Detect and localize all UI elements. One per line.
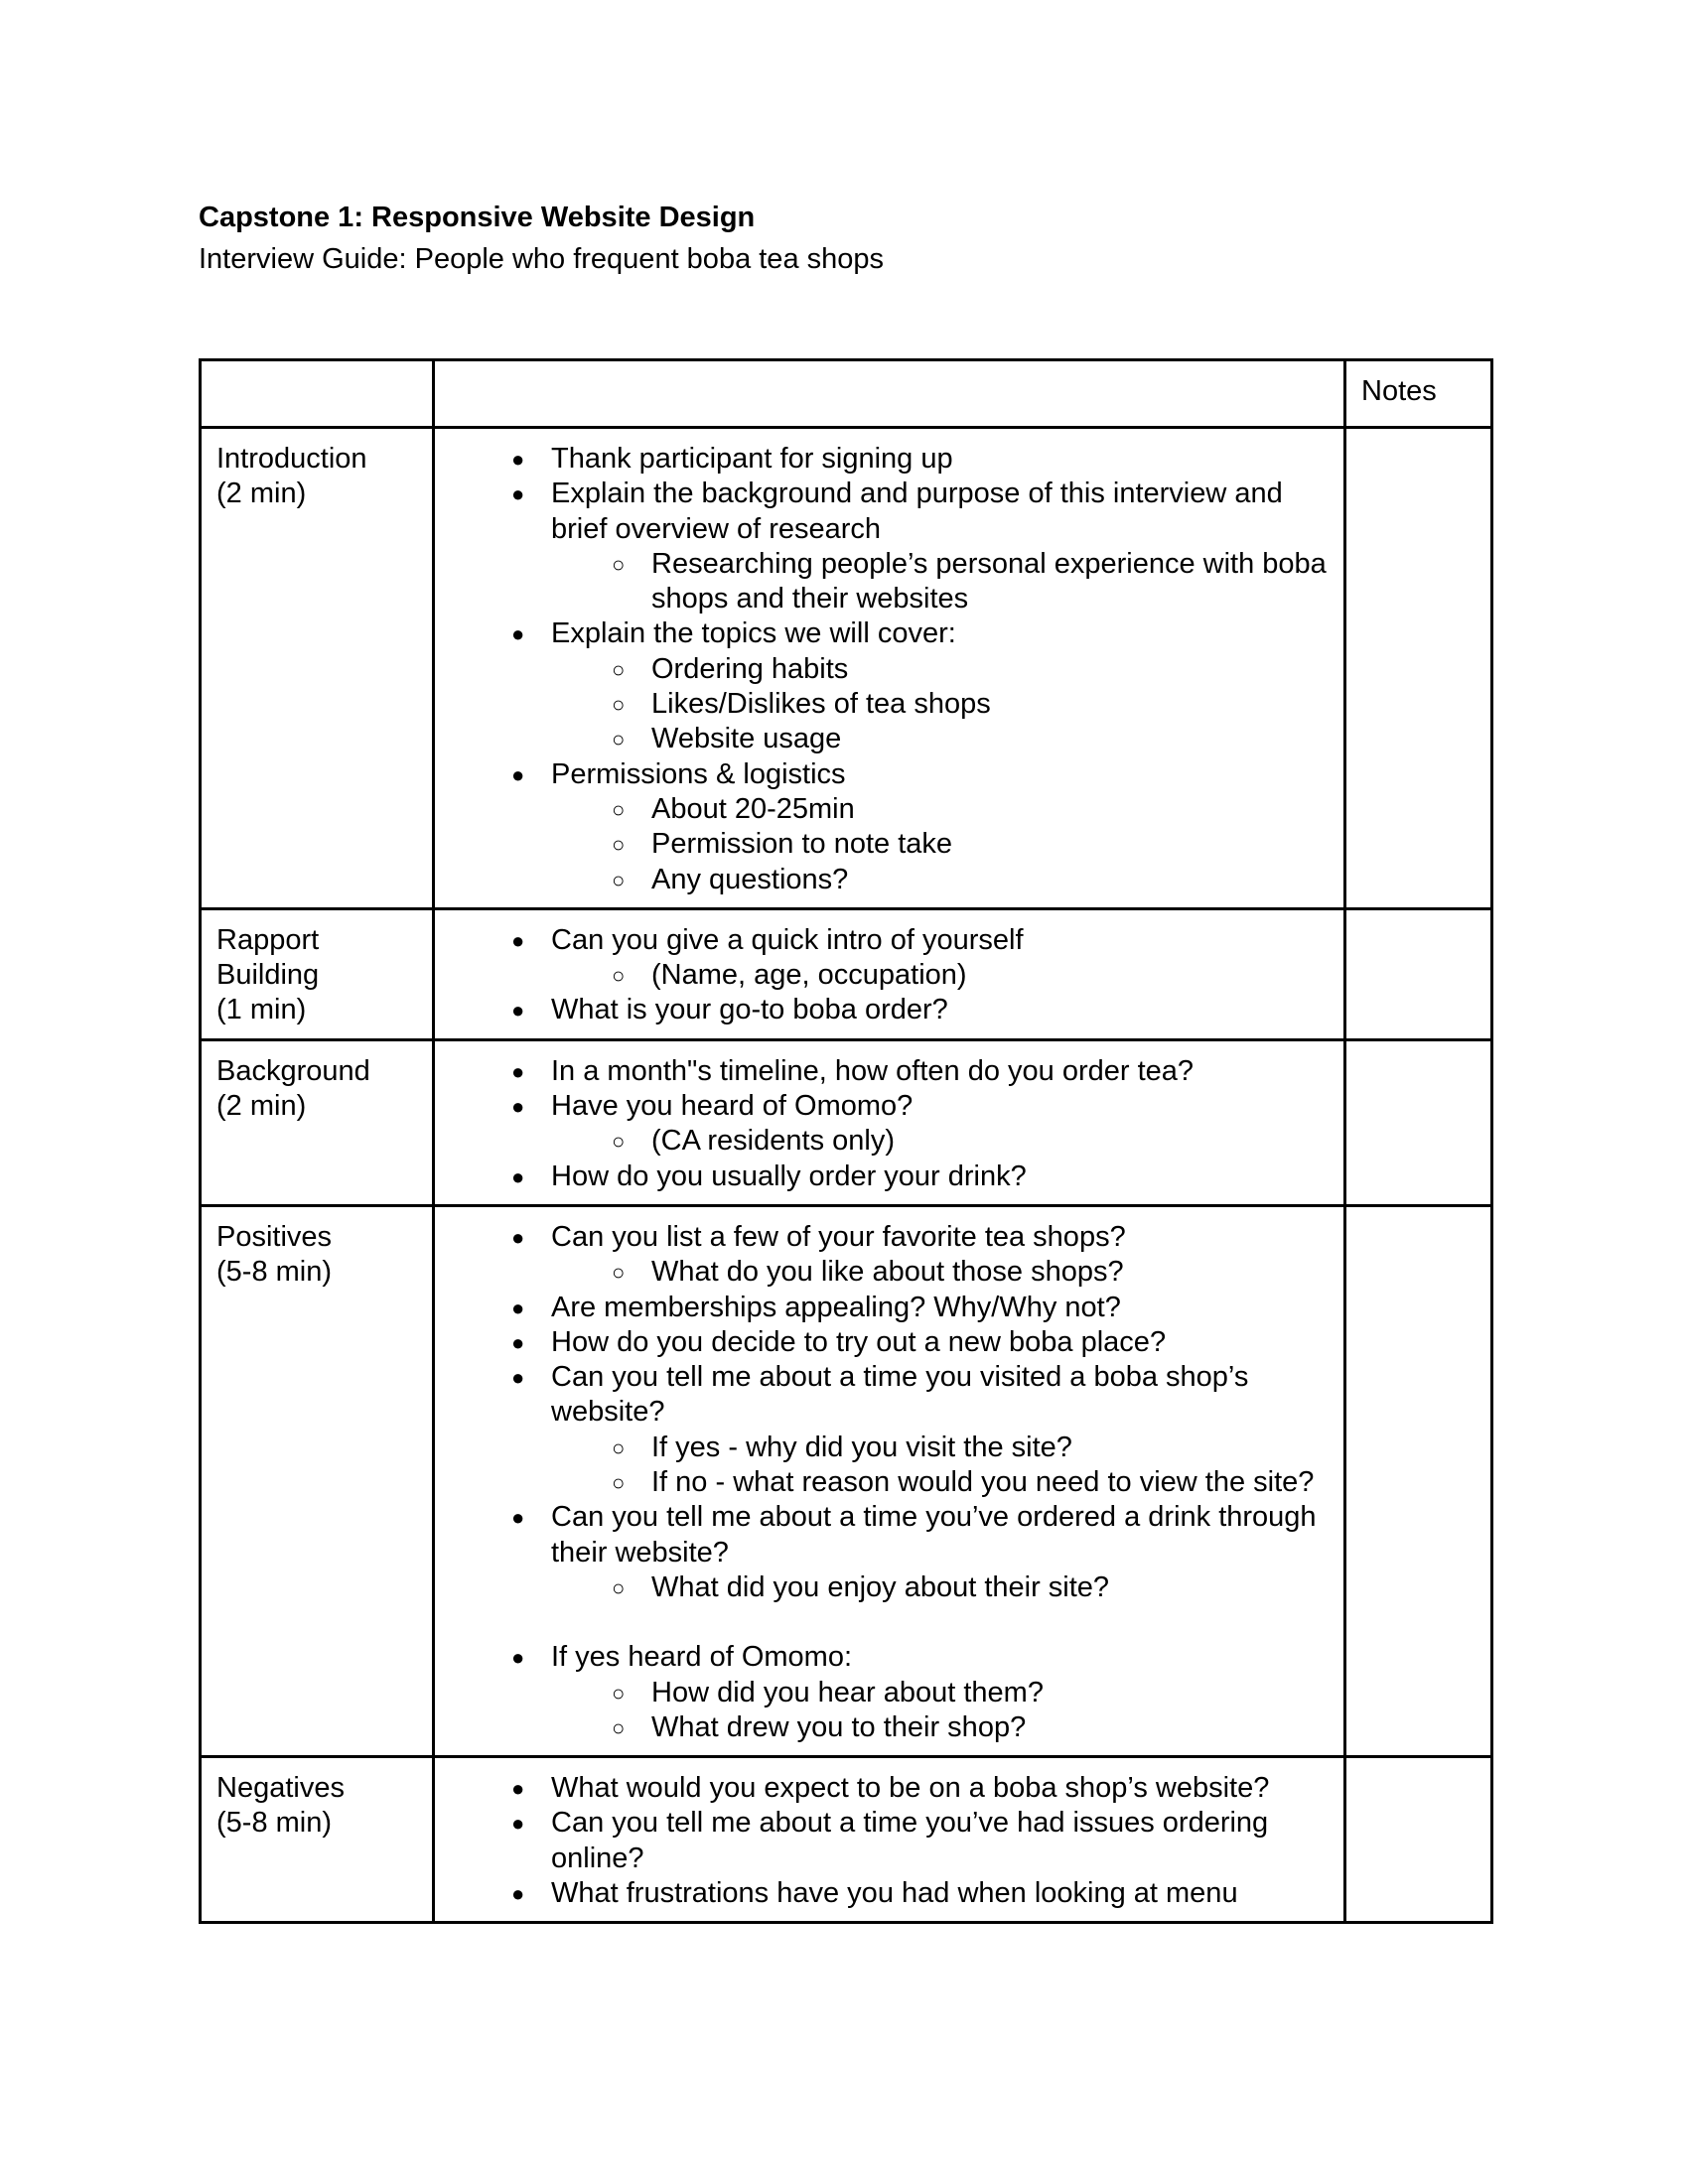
sub-bullet-item: ○ What drew you to their shop?: [450, 1710, 1329, 1745]
questions-cell: [434, 1039, 1345, 1205]
sub-bullet-item: ○ If no - what reason would you need to view the site?: [450, 1465, 1329, 1500]
bullet-item: ● Permissions & logistics: [450, 757, 1329, 792]
bullet-item: ● Can you list a few of your favorite tea shops?: [450, 1220, 1329, 1255]
sub-bullet-item: ○ Researching people’s personal experience with boba shops and their websites: [450, 547, 1329, 617]
bullet-item: ● What would you expect to be on a boba shop’s website?: [450, 1771, 1329, 1806]
bullet-item: ● Can you tell me about a time you’ve had issues ordering online?: [450, 1806, 1329, 1876]
bullet-item: ● Can you give a quick intro of yourself: [450, 923, 1329, 958]
table-row: [201, 1205, 1492, 1756]
notes-cell[interactable]: [1345, 1757, 1492, 1923]
bullet-item: ● Are memberships appealing? Why/Why not?: [450, 1291, 1329, 1325]
questions-cell: [434, 1757, 1345, 1923]
section-label: Positives (5-8 min): [216, 1220, 333, 1289]
sub-bullet-item: ○ Permission to note take: [450, 827, 1329, 862]
table-header-row: [201, 360, 1492, 428]
notes-cell[interactable]: [1345, 908, 1492, 1039]
sub-bullet-item: ○ Website usage: [450, 722, 1329, 756]
section-label: Negatives (5-8 min): [216, 1772, 345, 1840]
document-title: Capstone 1: Responsive Website Design: [199, 202, 756, 233]
bullet-item: ● How do you decide to try out a new boba place?: [450, 1325, 1329, 1360]
questions-cell: [434, 908, 1345, 1039]
sub-bullet-item: ○ What did you enjoy about their site?: [450, 1570, 1329, 1605]
section-label: Introduction (2 min): [216, 443, 367, 510]
document-header: [199, 197, 884, 280]
interview-guide-table: [199, 358, 1493, 1924]
question-list: [450, 1220, 1329, 1745]
bullet-item: ● If yes heard of Omomo:: [450, 1640, 1329, 1675]
section-label: Rapport Building (1 min): [216, 923, 320, 1026]
sub-bullet-item: ○ Any questions?: [450, 863, 1329, 897]
bullet-item: ● Explain the topics we will cover:: [450, 616, 1329, 651]
document-subtitle: Interview Guide: People who frequent boba tea shops: [199, 243, 885, 275]
question-list: [450, 1054, 1329, 1194]
bullet-item: ● Can you tell me about a time you visited a boba shop’s website?: [450, 1360, 1329, 1431]
bullet-item: ● In a month"s timeline, how often do you order tea?: [450, 1054, 1329, 1089]
header-cell-notes: Notes: [1345, 360, 1492, 428]
bullet-item: ● Can you tell me about a time you’ve ordered a drink through their website?: [450, 1500, 1329, 1570]
table-row: [201, 1039, 1492, 1205]
section-cell: [201, 1757, 434, 1923]
sub-bullet-item: ○ What do you like about those shops?: [450, 1255, 1329, 1290]
table-row: [201, 908, 1492, 1039]
table-row: [201, 428, 1492, 909]
sub-bullet-item: ○ About 20-25min: [450, 792, 1329, 827]
question-list: [450, 923, 1329, 1028]
sub-bullet-item: ○ If yes - why did you visit the site?: [450, 1431, 1329, 1465]
sub-bullet-item: ○ (CA residents only): [450, 1124, 1329, 1159]
notes-cell[interactable]: [1345, 1205, 1492, 1756]
sub-bullet-item: ○ Ordering habits: [450, 652, 1329, 687]
section-label: Background (2 min): [216, 1054, 370, 1123]
bullet-item: ● Explain the background and purpose of this interview and brief overview of research: [450, 477, 1329, 547]
header-cell-questions: [434, 360, 1345, 428]
table-row: [201, 1757, 1492, 1923]
blank-line: [450, 1605, 1329, 1640]
question-list: [450, 442, 1329, 897]
sub-bullet-item: ○ Likes/Dislikes of tea shops: [450, 687, 1329, 722]
questions-cell: [434, 428, 1345, 909]
question-list: [450, 1771, 1329, 1911]
bullet-item: ● What frustrations have you had when looking at menu: [450, 1876, 1329, 1911]
section-cell: [201, 1205, 434, 1756]
questions-cell: [434, 1205, 1345, 1756]
bullet-item: ● Have you heard of Omomo?: [450, 1089, 1329, 1124]
sub-bullet-item: ○ (Name, age, occupation): [450, 958, 1329, 993]
section-cell: [201, 908, 434, 1039]
section-cell: [201, 428, 434, 909]
bullet-item: ● Thank participant for signing up: [450, 442, 1329, 477]
bullet-item: ● How do you usually order your drink?: [450, 1160, 1329, 1194]
sub-bullet-item: ○ How did you hear about them?: [450, 1676, 1329, 1710]
bullet-item: ● What is your go-to boba order?: [450, 993, 1329, 1027]
notes-cell[interactable]: [1345, 428, 1492, 909]
notes-cell[interactable]: [1345, 1039, 1492, 1205]
section-cell: [201, 1039, 434, 1205]
header-cell-section: [201, 360, 434, 428]
